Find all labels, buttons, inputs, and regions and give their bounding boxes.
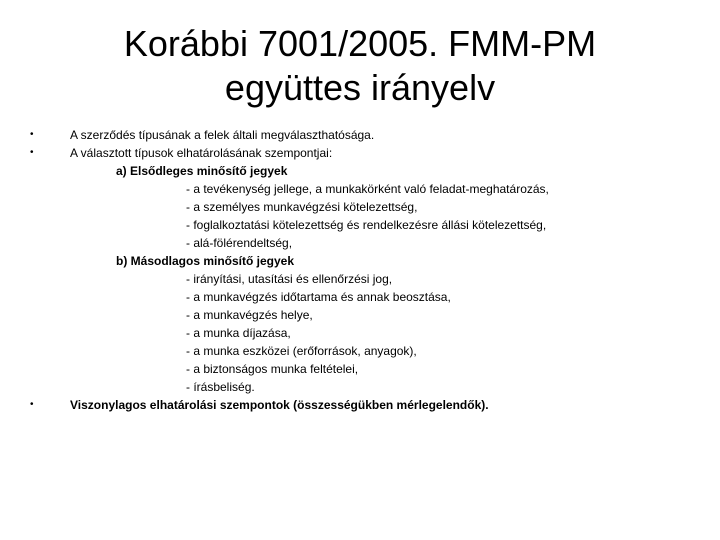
list-item-text: - írásbeliség. — [186, 380, 255, 394]
bullet-icon: • — [30, 399, 34, 410]
list-item-text: - a munkavégzés időtartama és annak beosztása, — [186, 290, 451, 304]
subsection-heading-text: a) Elsődleges minősítő jegyek — [116, 164, 288, 178]
bullet-text: A választott típusok elhatárolásának szempontjai: — [70, 146, 333, 160]
title-line-1: Korábbi 7001/2005. FMM-PM — [123, 23, 597, 64]
list-item — [28, 324, 708, 342]
slide-title — [60, 22, 660, 110]
list-item-text: - foglalkoztatási kötelezettség és rendelkezésre állási kötelezettség, — [186, 218, 547, 232]
list-item-text: - irányítási, utasítási és ellenőrzési jog, — [186, 272, 393, 286]
list-item — [28, 288, 708, 306]
list-item — [28, 198, 708, 216]
bullet-item — [28, 396, 708, 414]
list-item — [28, 180, 708, 198]
subsection-heading — [28, 162, 708, 180]
subsection-heading-text: b) Másodlagos minősítő jegyek — [116, 254, 295, 268]
list-item-text: - a biztonságos munka feltételei, — [186, 362, 359, 376]
list-item — [28, 270, 708, 288]
list-item — [28, 306, 708, 324]
bullet-text: Viszonylagos elhatárolási szempontok (összességükben mérlegelendők). — [70, 398, 489, 412]
list-item — [28, 360, 708, 378]
list-item — [28, 216, 708, 234]
bullet-icon: • — [30, 129, 34, 140]
list-item-text: - a tevékenység jellege, a munkakörként való feladat-meghatározás, — [186, 182, 549, 196]
list-item-text: - a személyes munkavégzési kötelezettség, — [186, 200, 418, 214]
slide-body — [28, 126, 708, 414]
list-item-text: - alá-fölérendeltség, — [186, 236, 293, 250]
list-item — [28, 342, 708, 360]
title-line-2: együttes irányelv — [224, 67, 496, 108]
bullet-icon: • — [30, 147, 34, 158]
list-item-text: - a munka eszközei (erőforrások, anyagok), — [186, 344, 417, 358]
list-item-text: - a munkavégzés helye, — [186, 308, 313, 322]
list-item-text: - a munka díjazása, — [186, 326, 291, 340]
bullet-item — [28, 144, 708, 162]
bullet-item — [28, 126, 708, 144]
list-item — [28, 234, 708, 252]
subsection-heading — [28, 252, 708, 270]
list-item — [28, 378, 708, 396]
bullet-text: A szerződés típusának a felek általi megválaszthatósága. — [70, 128, 375, 142]
